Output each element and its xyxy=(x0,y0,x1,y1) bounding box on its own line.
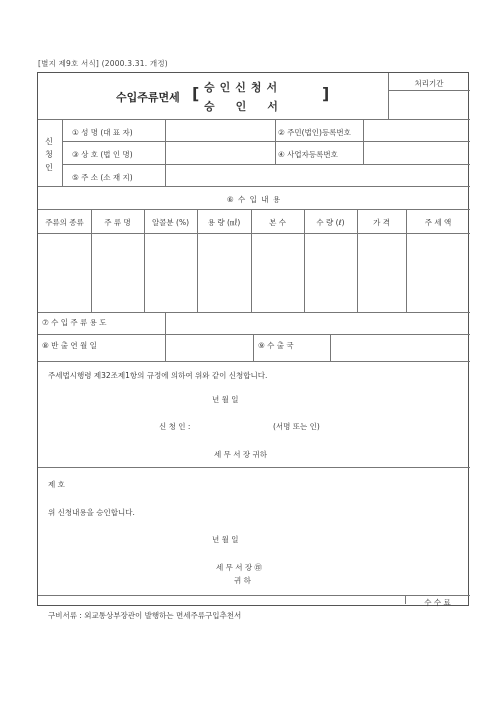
applicant-signature-line: 신 청 인 : xyxy=(159,422,191,431)
col-liquor-tax: 주 세 액 xyxy=(424,218,452,227)
col-liquor-name: 주 류 명 xyxy=(104,218,131,227)
export-date-label: ⑧ 반 출 연 월 일 xyxy=(42,341,97,350)
application-date: 년 월 일 xyxy=(212,395,239,404)
form-title xyxy=(38,73,388,119)
export-country-label: ⑨ 수 출 국 xyxy=(258,341,294,350)
approval-number: 제 호 xyxy=(48,480,65,489)
approval-issuer: 세 무 서 장 ㊞ xyxy=(216,563,263,572)
title-bracket-open: [ xyxy=(192,84,200,103)
purpose-label: ⑦ 수 입 주 류 용 도 xyxy=(42,318,107,327)
approval-date: 년 월 일 xyxy=(212,535,239,544)
application-statement: 주세법시행령 제32조제1항의 규정에 의하여 위와 같이 신청합니다. xyxy=(48,371,268,380)
signature-or-seal: (서명 또는 인) xyxy=(273,422,320,431)
col-bottle-count: 본 수 xyxy=(269,218,286,227)
title-approval-option: 승인서 xyxy=(204,100,299,113)
approval-statement: 위 신청내용을 승인합니다. xyxy=(48,508,135,517)
name-label: ① 성 명 (대 표 자) xyxy=(72,128,133,137)
approval-addressee: 귀 하 xyxy=(234,576,251,585)
company-name-label: ③ 상 호 (법 인 명) xyxy=(72,150,133,159)
col-volume: 용 량 (㎖) xyxy=(207,218,241,227)
title-application-option: 승인신청서 xyxy=(204,81,283,94)
application-addressee: 세 무 서 장 귀하 xyxy=(214,450,268,459)
form-title-main: 수입주류면세 xyxy=(116,91,180,104)
processing-period-label: 처리기간 xyxy=(414,79,444,88)
address-label: ⑤ 주 소 (소 재 지) xyxy=(72,173,133,182)
form-reference: [별지 제9호 서식] (2000.3.31. 개정) xyxy=(38,59,168,68)
col-liquor-type: 주류의 종류 xyxy=(45,218,84,227)
import-details-header: ⑥ 수 입 내 용 xyxy=(226,195,282,204)
applicant-section-label: 신청인 xyxy=(45,137,53,172)
title-bracket-close: ] xyxy=(322,84,330,103)
col-alcohol-percent: 알콜분 (%) xyxy=(151,218,190,227)
col-price: 가 격 xyxy=(373,218,390,227)
resident-number-label: ② 주민(법인)등록번호 xyxy=(278,128,351,137)
fee-label: 수 수 료 xyxy=(424,598,451,607)
col-quantity: 수 량 (ℓ) xyxy=(316,218,345,227)
business-number-label: ④ 사업자등록번호 xyxy=(278,150,338,159)
required-documents: 구비서류 : 외교통상부장관이 발행하는 면세주류구입추천서 xyxy=(48,611,242,620)
application-form xyxy=(37,72,469,620)
